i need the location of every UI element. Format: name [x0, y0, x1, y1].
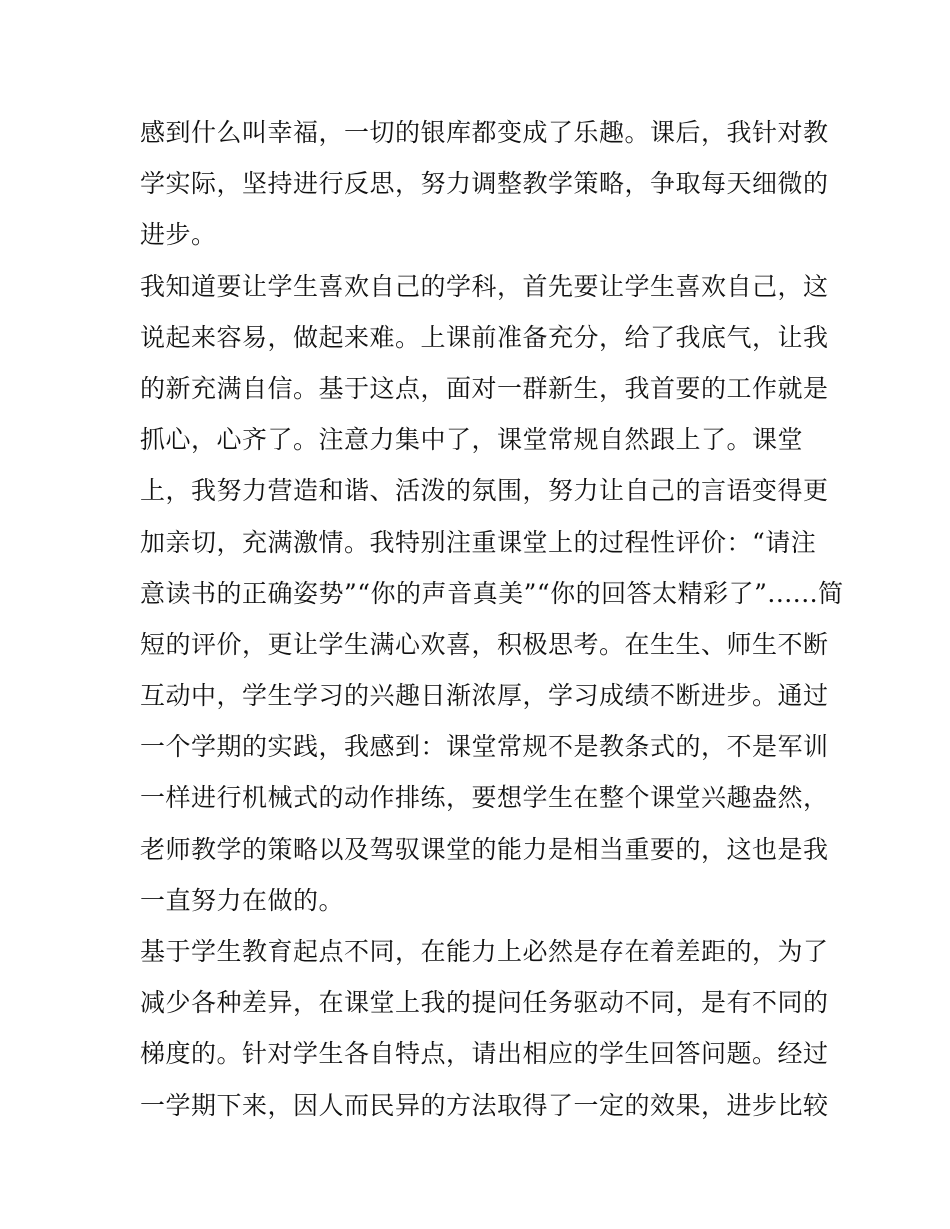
text-line: 说起来容易，做起来难。上课前准备充分，给了我底气，让我 — [140, 322, 829, 352]
text-line: 一直努力在做的。 — [140, 885, 345, 915]
text-line: 减少各种差异，在课堂上我的提问任务驱动不同，是有不同的 — [140, 988, 829, 1018]
text-line: 一样进行机械式的动作排练，要想学生在整个课堂兴趣盎然， — [140, 783, 829, 813]
document-body — [140, 107, 844, 1131]
text-line: 短的评价，更让学生满心欢喜，积极思考。在生生、师生不断 — [140, 629, 829, 659]
text-line: 一个学期的实践，我感到：课堂常规不是教条式的，不是军训 — [140, 732, 829, 762]
text-line: 的新充满自信。基于这点，面对一群新生，我首要的工作就是 — [140, 373, 829, 403]
text-line: 基于学生教育起点不同，在能力上必然是存在着差距的，为了 — [140, 937, 829, 966]
text-line: 感到什么叫幸福，一切的银库都变成了乐趣。课后，我针对教 — [140, 118, 829, 147]
text-line: 一学期下来，因人而民异的方法取得了一定的效果，进步比较 — [140, 1090, 829, 1120]
text-line: 抓心，心齐了。注意力集中了，课堂常规自然跟上了。课堂 — [140, 425, 804, 455]
text-line: 梯度的。针对学生各自特点，请出相应的学生回答问题。经过 — [140, 1039, 829, 1069]
text-line: 上，我努力营造和谐、活泼的氛围，努力让自己的言语变得更 — [140, 476, 829, 506]
text-line: 意读书的正确姿势”“你的声音真美”“你的回答太精彩了”......简 — [140, 578, 844, 608]
text-line: 进步。 — [140, 220, 217, 250]
text-line: 互动中，学生学习的兴趣日渐浓厚，学习成绩不断进步。通过 — [140, 681, 829, 711]
text-line: 学实际，坚持进行反思，努力调整教学策略，争取每天细微的 — [140, 169, 829, 199]
text-line: 我知道要让学生喜欢自己的学科，首先要让学生喜欢自己，这 — [140, 271, 829, 301]
text-line: 加亲切，充满激情。我特别注重课堂上的过程性评价：“请注 — [140, 527, 817, 557]
text-line: 老师教学的策略以及驾驭课堂的能力是相当重要的，这也是我 — [140, 834, 829, 864]
